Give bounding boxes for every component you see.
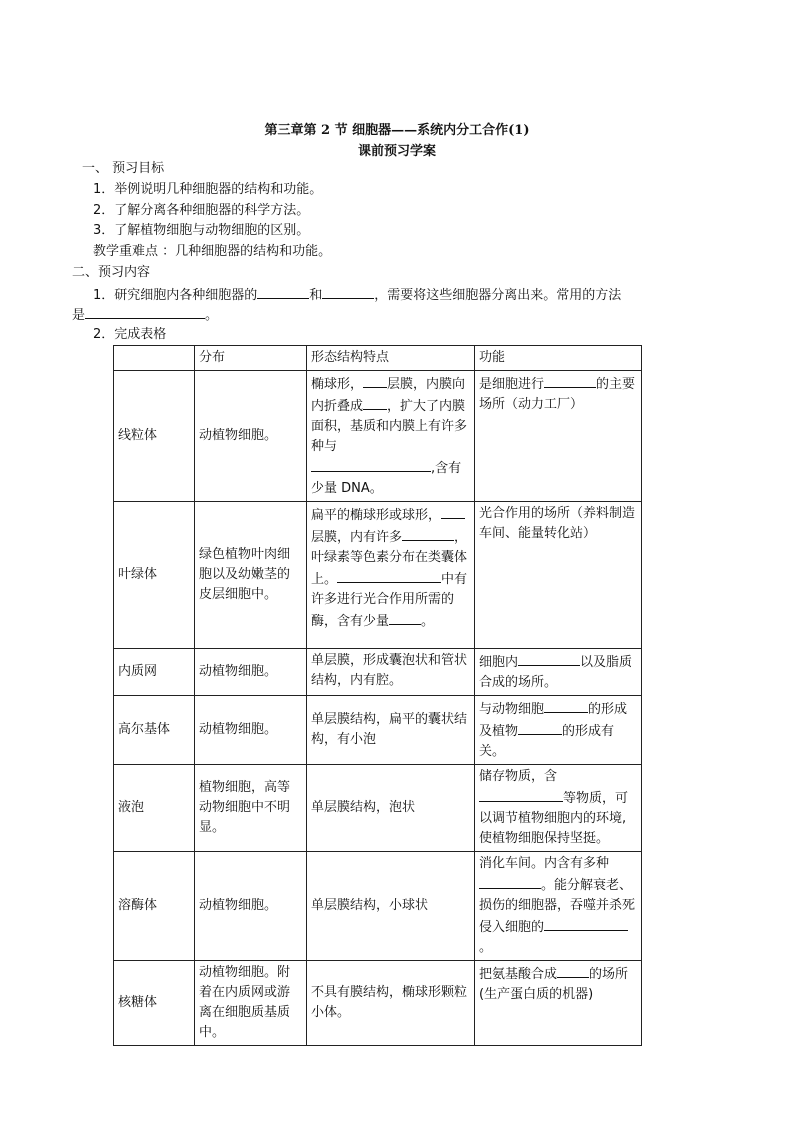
question-1-prefix: 是 (72, 308, 86, 323)
distribution-cell: 植物细胞，高等动物细胞中不明显。 (195, 765, 307, 852)
cell-text: (生产蛋白质的机器) (479, 987, 594, 1002)
cell-text: 的形成有关。 (479, 724, 615, 759)
table-row (114, 649, 642, 696)
fill-blank[interactable] (518, 720, 562, 735)
header-cell: 分布 (195, 346, 307, 371)
question-1-and: 和 (309, 288, 323, 303)
function-cell (475, 852, 642, 961)
fill-blank[interactable] (311, 457, 431, 472)
fill-blank[interactable] (257, 284, 309, 299)
question-1-line2 (72, 304, 218, 326)
fill-blank[interactable] (363, 373, 387, 388)
function-cell (475, 371, 642, 502)
structure-cell: 单层膜，形成囊泡状和管状结构，内有腔。 (307, 649, 475, 696)
cell-text: 。能分解衰老、损伤的细胞器，吞噬并杀死侵入细胞的 (479, 878, 636, 935)
function-cell: 光合作用的场所（养料制造车间、能量转化站） (475, 502, 642, 649)
page-subtitle: 课前预习学案 (357, 144, 436, 159)
fill-blank[interactable] (544, 698, 588, 713)
structure-cell: 不具有膜结构，椭球形颗粒小体。 (307, 961, 475, 1046)
distribution-cell: 动植物细胞。 (195, 696, 307, 765)
cell-text: 的形成及植物 (479, 702, 628, 739)
cell-text: ，扩大了内膜面积，基质和内膜上有许多种与 (311, 399, 468, 454)
header-cell: 功能 (475, 346, 642, 371)
distribution-cell: 动植物细胞。附着在内质网或游离在细胞质基质中。 (195, 961, 307, 1046)
cell-text: 与动物细胞 (479, 702, 545, 717)
header-cell (114, 346, 195, 371)
section1-heading: 一、 预习目标 (82, 161, 165, 176)
cell-text: 的主要场所（动力工厂） (479, 377, 636, 412)
fill-blank[interactable] (479, 787, 563, 802)
fill-blank[interactable] (544, 916, 628, 931)
structure-cell: 单层膜结构，扁平的囊状结构，有小泡 (307, 696, 475, 765)
fill-blank[interactable] (518, 651, 580, 666)
cell-text: 。 (421, 614, 435, 629)
fill-blank[interactable] (479, 874, 541, 889)
question-1-end: 。 (205, 308, 219, 323)
cell-text: 中有许多进行光合作用所需的酶，含有少量 (311, 572, 468, 629)
cell-text: 是细胞进行 (479, 377, 545, 392)
cell-text: 椭球形， (311, 377, 364, 392)
structure-cell: 单层膜结构，泡状 (307, 765, 475, 852)
fill-blank[interactable] (402, 526, 454, 541)
organelle-name: 内质网 (114, 649, 195, 696)
cell-text: ，叶绿素等色素分布在类囊体上。 (311, 530, 468, 587)
fill-blank[interactable] (363, 395, 387, 410)
header-cell: 形态结构特点 (307, 346, 475, 371)
objective-3: 3．了解植物细胞与动物细胞的区别。 (93, 223, 310, 238)
fill-blank[interactable] (544, 373, 596, 388)
cell-text: 扁平的椭球形或球形， (311, 508, 442, 523)
question-1-text-a: 1．研究细胞内各种细胞器的 (93, 288, 258, 303)
table-row (114, 696, 642, 765)
cell-text: 层膜，内膜向内折叠成 (311, 377, 466, 414)
structure-cell: 单层膜结构，小球状 (307, 852, 475, 961)
question-2: 2．完成表格 (93, 327, 167, 342)
table-row (114, 961, 642, 1046)
function-cell (475, 961, 642, 1046)
objective-2: 2．了解分离各种细胞器的科学方法。 (93, 203, 310, 218)
distribution-cell: 动植物细胞。 (195, 852, 307, 961)
cell-text: 把氨基酸合成 (479, 967, 558, 982)
cell-text: 的场所 (589, 967, 629, 982)
table-row (114, 852, 642, 961)
table-row (114, 371, 642, 502)
question-1-line1 (93, 284, 621, 306)
question-1-text-b: ，需要将这些细胞器分离出来。常用的方法 (374, 288, 622, 303)
cell-text: 储存物质，含 (479, 769, 558, 784)
structure-cell (307, 502, 475, 649)
fill-blank[interactable] (389, 610, 421, 625)
organelle-name: 液泡 (114, 765, 195, 852)
distribution-cell: 动植物细胞。 (195, 371, 307, 502)
organelle-name: 叶绿体 (114, 502, 195, 649)
keypoint-line: 教学重难点 ：几种细胞器的结构和功能。 (93, 244, 332, 259)
fill-blank[interactable] (337, 568, 441, 583)
fill-blank[interactable] (557, 963, 589, 978)
function-cell (475, 696, 642, 765)
organelle-name: 溶酶体 (114, 852, 195, 961)
objective-1: 1．举例说明几种细胞器的结构和功能。 (93, 182, 323, 197)
organelle-name: 线粒体 (114, 371, 195, 502)
cell-text: 以及脂质合成的场所。 (479, 655, 633, 690)
function-cell (475, 765, 642, 852)
cell-text: 消化车间。内含有多种 (479, 856, 610, 871)
section2-heading: 二、预习内容 (72, 265, 151, 280)
page-title: 第三章第 2 节 细胞器——系统内分工合作(1) (264, 123, 530, 138)
cell-text: 层膜，内有许多 (311, 530, 403, 545)
structure-cell (307, 371, 475, 502)
distribution-cell: 绿色植物叶肉细胞以及幼嫩茎的皮层细胞中。 (195, 502, 307, 649)
distribution-cell: 动植物细胞。 (195, 649, 307, 696)
table-row (114, 502, 642, 649)
function-cell (475, 649, 642, 696)
table-row (114, 765, 642, 852)
fill-blank[interactable] (322, 284, 374, 299)
cell-text: ,含有少量 DNA。 (311, 461, 462, 496)
organelle-name: 核糖体 (114, 961, 195, 1046)
fill-blank[interactable] (85, 304, 205, 319)
cell-text: 。 (479, 940, 493, 955)
organelle-table (113, 345, 642, 1046)
cell-text: 等物质，可以调节植物细胞内的环境,使植物细胞保持坚挺。 (479, 791, 629, 846)
cell-text: 细胞内 (479, 655, 519, 670)
fill-blank[interactable] (441, 504, 465, 519)
table-header-row (114, 346, 642, 371)
organelle-name: 高尔基体 (114, 696, 195, 765)
